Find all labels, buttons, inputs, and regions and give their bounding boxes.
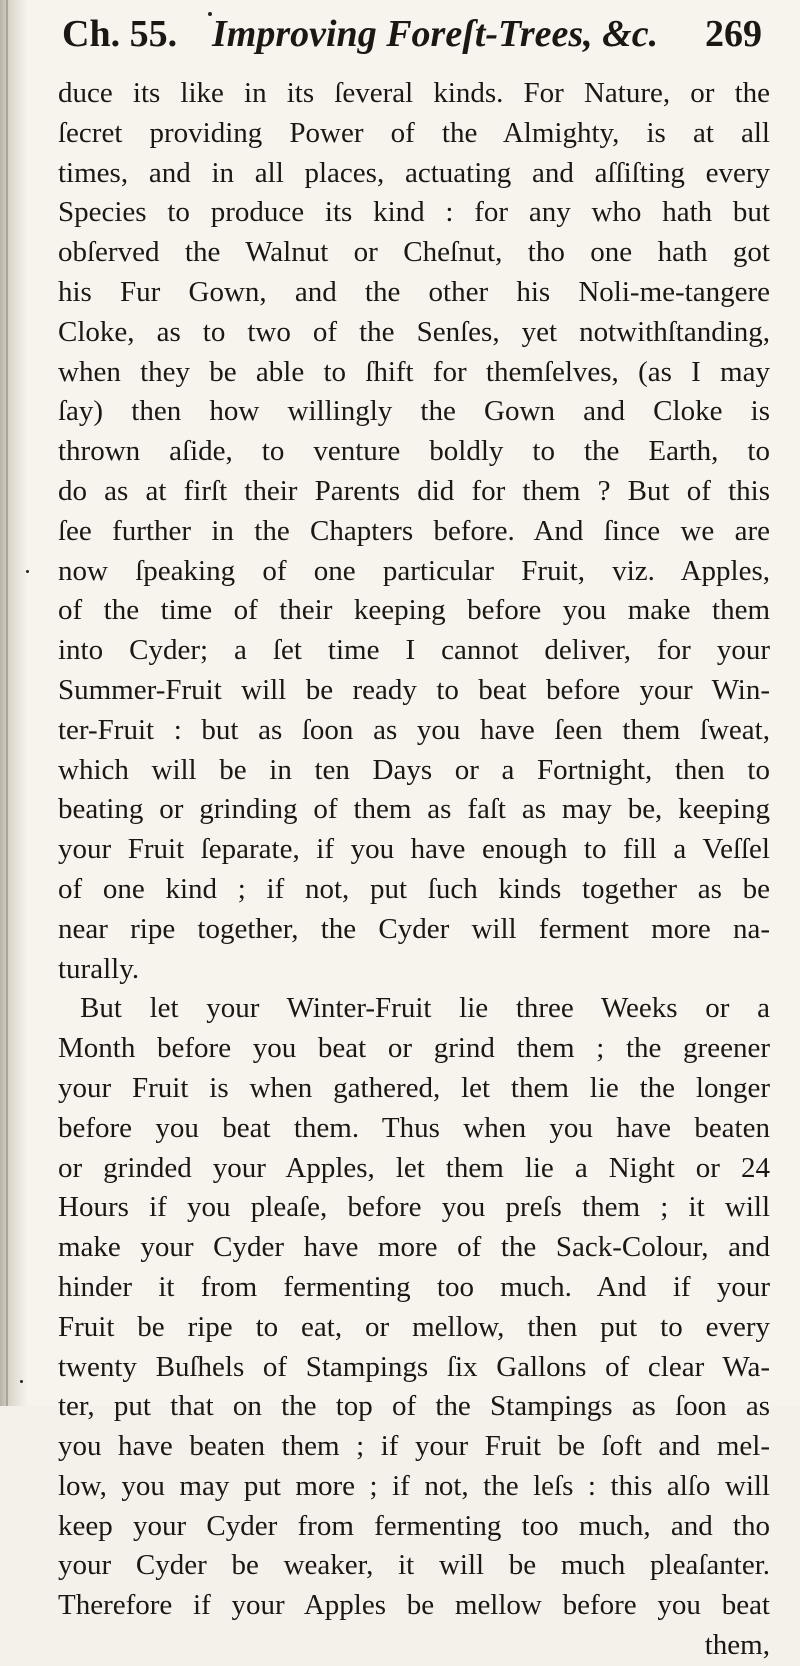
text-line: keep your Cyder from fermenting too much, and tho bbox=[58, 1509, 770, 1542]
text-line: or grinded your Apples, let them lie a Night or 24 bbox=[58, 1151, 770, 1184]
text-line: hinder it from fermenting too much. And if your bbox=[58, 1270, 770, 1303]
catchword-line: them, bbox=[704, 1629, 770, 1662]
ink-speck bbox=[208, 12, 212, 16]
running-header bbox=[62, 6, 762, 68]
text-line: Summer-Fruit will be ready to beat before your Win- bbox=[58, 673, 770, 706]
ink-speck bbox=[20, 1380, 23, 1383]
text-line: Therefore if your Apples be mellow before you beat bbox=[58, 1589, 770, 1622]
text-line: into Cyder; a ſet time I cannot deliver, for your bbox=[58, 634, 770, 667]
text-line: low, you may put more ; if not, the leſs : this alſo will bbox=[58, 1469, 770, 1502]
text-line: his Fur Gown, and the other his Noli-me-tangere bbox=[58, 275, 770, 308]
text-line: ter, put that on the top of the Stampings as ſoon as bbox=[58, 1390, 770, 1423]
text-line: thrown aſide, to venture boldly to the Earth, to bbox=[58, 435, 770, 468]
chapter-number: Ch. 55. bbox=[62, 13, 178, 55]
paragraph-start-line: But let your Winter-Fruit lie three Weeks or a bbox=[80, 992, 770, 1025]
text-line: before you beat them. Thus when you have beaten bbox=[58, 1111, 770, 1144]
text-line: ſee further in the Chapters before. And ſince we are bbox=[58, 514, 770, 547]
text-line: ter-Fruit : but as ſoon as you have ſeen them ſweat, bbox=[58, 713, 770, 746]
text-line: which will be in ten Days or a Fortnight, then to bbox=[58, 753, 770, 786]
text-line: ſay) then how willingly the Gown and Cloke is bbox=[58, 395, 770, 428]
text-line: your Cyder be weaker, it will be much pleaſanter. bbox=[58, 1549, 770, 1582]
text-line: your Fruit ſeparate, if you have enough to fill a Veſſel bbox=[58, 833, 770, 866]
text-line: make your Cyder have more of the Sack-Colour, and bbox=[58, 1231, 770, 1264]
text-line: times, and in all places, actuating and aſſiſting every bbox=[58, 156, 770, 189]
text-line: of one kind ; if not, put ſuch kinds together as be bbox=[58, 872, 770, 905]
text-line: turally. bbox=[58, 952, 140, 985]
text-line: Fruit be ripe to eat, or mellow, then put to every bbox=[58, 1310, 770, 1343]
text-line: Hours if you pleaſe, before you preſs them ; it will bbox=[58, 1191, 770, 1224]
text-line: do as at firſt their Parents did for them ? But of this bbox=[58, 474, 770, 507]
page-edge bbox=[6, 0, 8, 1406]
text-line: near ripe together, the Cyder will ferment more na- bbox=[58, 912, 770, 945]
page-number: 269 bbox=[705, 13, 762, 55]
text-line: when they be able to ſhift for themſelves, (as I may bbox=[58, 355, 770, 388]
text-line: duce its like in its ſeveral kinds. For Nature, or the bbox=[58, 77, 770, 109]
ink-speck bbox=[26, 570, 29, 573]
text-line: ſecret providing Power of the Almighty, is at all bbox=[58, 116, 770, 149]
text-line: Species to produce its kind : for any who hath but bbox=[58, 196, 770, 229]
body-text bbox=[58, 74, 770, 1666]
text-line: twenty Buſhels of Stampings ſix Gallons of clear Wa- bbox=[58, 1350, 770, 1383]
text-line: Cloke, as to two of the Senſes, yet notwithſtanding, bbox=[58, 315, 770, 348]
text-line: of the time of their keeping before you make them bbox=[58, 594, 770, 627]
text-line: your Fruit is when gathered, let them lie the longer bbox=[58, 1071, 770, 1104]
binding-shadow bbox=[0, 0, 28, 1406]
text-line: now ſpeaking of one particular Fruit, viz. Apples, bbox=[58, 554, 770, 587]
running-title: Improving Foreſt-Trees, &c. bbox=[212, 13, 659, 55]
text-line: you have beaten them ; if your Fruit be ſoft and mel- bbox=[58, 1430, 770, 1463]
text-line: beating or grinding of them as faſt as may be, keeping bbox=[58, 793, 770, 826]
text-line: Month before you beat or grind them ; the greener bbox=[58, 1032, 770, 1065]
text-line: obſerved the Walnut or Cheſnut, tho one hath got bbox=[58, 236, 770, 269]
